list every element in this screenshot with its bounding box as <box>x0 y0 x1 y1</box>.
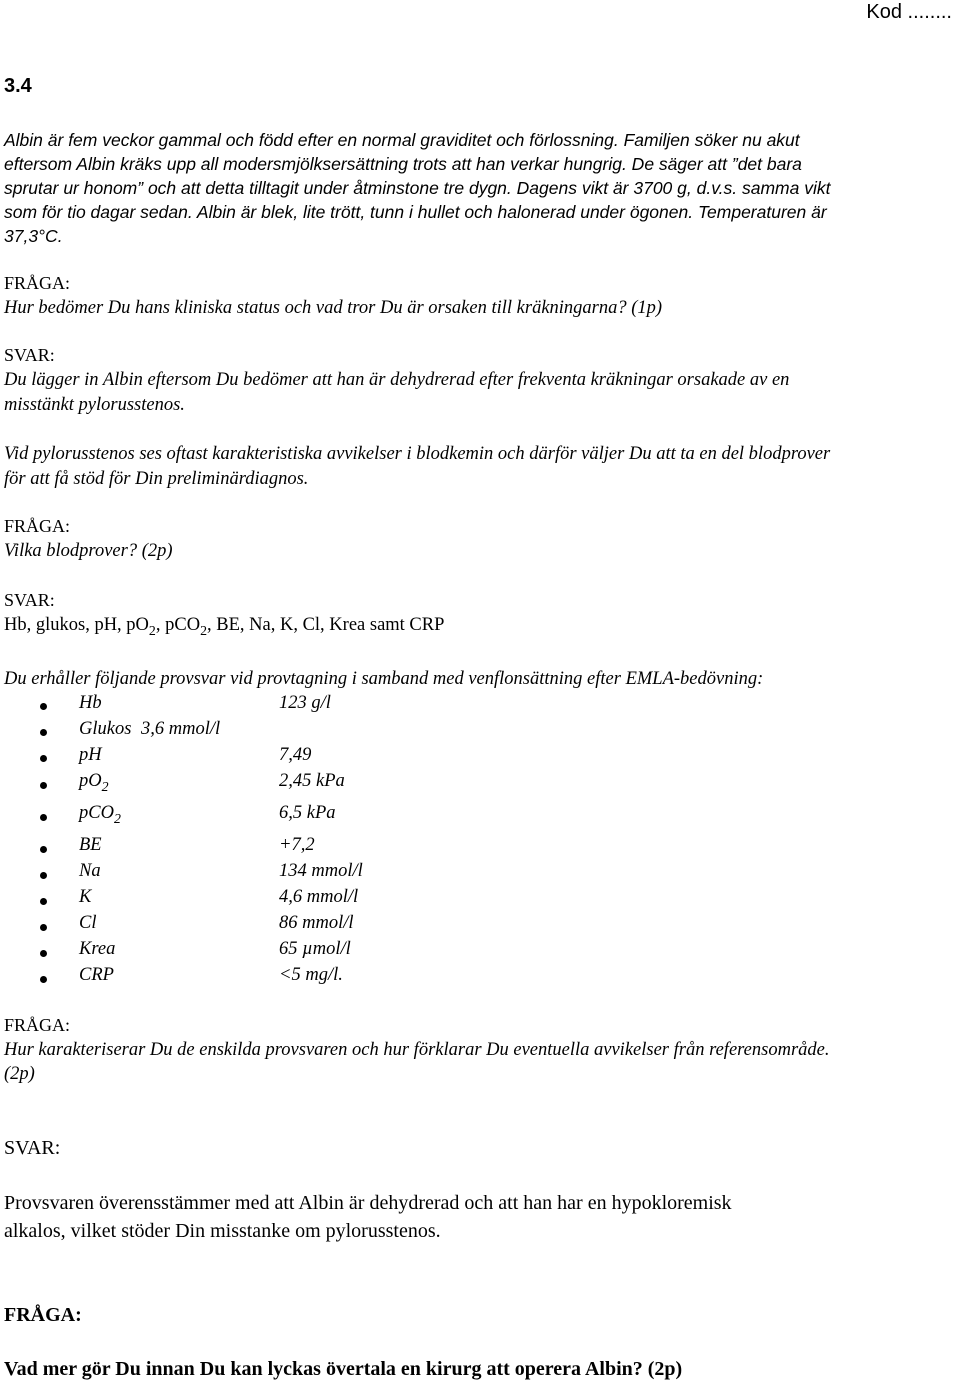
bullet-icon <box>40 924 47 931</box>
answer-1-line-2: misstänkt pylorusstenos. <box>4 395 185 415</box>
bullet-icon <box>40 846 47 853</box>
answer-label-3: SVAR: <box>4 1137 61 1159</box>
question-label-2: FRÅGA: <box>4 516 71 536</box>
result-name: pCO$_2$ <box>79 803 121 827</box>
question-label-3: FRÅGA: <box>4 1015 71 1035</box>
question-label-1: FRÅGA: <box>4 273 71 293</box>
result-name: Cl <box>79 913 97 933</box>
result-name: K <box>79 887 92 907</box>
answer-label-1: SVAR: <box>4 345 55 365</box>
case-line-4: som för tio dagar sedan. Albin är blek, lite trött, tunn i hullet och halonerad under ögonen. Temperaturen är <box>4 202 827 222</box>
para-2-line-2: för att få stöd för Din preliminärdiagnos. <box>4 469 309 489</box>
result-value: 2,45 kPa <box>279 771 345 791</box>
result-name: Na <box>79 861 101 881</box>
code-field: Kod ........ <box>866 1 952 23</box>
result-name: Krea <box>79 939 116 959</box>
result-value: 7,49 <box>279 745 312 765</box>
results-intro: Du erhåller följande provsvar vid provtagning i samband med venflonsättning efter EMLA-bedövning: <box>4 669 764 689</box>
question-3-line-2: (2p) <box>4 1064 35 1084</box>
bullet-icon <box>40 782 47 789</box>
result-value: 65 µmol/l <box>279 939 351 959</box>
question-3-line-1: Hur karakteriserar Du de enskilda provsvaren och hur förklarar Du eventuella avvikelser från referensområde. <box>4 1040 830 1060</box>
result-value: 134 mmol/l <box>279 861 363 881</box>
para-2-line-1: Vid pylorusstenos ses oftast karakteristiska avvikelser i blodkemin och därför väljer Du att ta en del blodprover <box>4 444 831 464</box>
answer-3-line-2: alkalos, vilket stöder Din misstanke om pylorusstenos. <box>4 1220 441 1242</box>
answer-2-text: Hb, glukos, pH, $pO_2$, pCO$_2$, BE, Na, K, Cl, Krea samt CRP <box>4 615 445 639</box>
bullet-icon <box>40 898 47 905</box>
result-name: $pO_2$ <box>79 771 109 795</box>
result-value: 86 mmol/l <box>279 913 354 933</box>
bullet-icon <box>40 872 47 879</box>
result-name: BE <box>79 835 102 855</box>
answer-1-line-1: Du lägger in Albin eftersom Du bedömer att han är dehydrerad efter frekventa kräkningar orsakade av en <box>4 370 790 390</box>
bullet-icon <box>40 814 47 821</box>
result-value: 123 g/l <box>279 693 331 713</box>
answer-3-line-1: Provsvaren överensstämmer med att Albin är dehydrerad och att han har en hypokloremisk <box>4 1192 732 1214</box>
case-line-2: eftersom Albin kräks upp all modersmjölksersättning trots att han verkar hungrig. De säger att ”det bara <box>4 154 802 174</box>
result-value: 3,6 mmol/l <box>141 719 221 739</box>
result-name: Glukos <box>79 719 132 739</box>
result-value: +7,2 <box>279 835 315 855</box>
case-line-1: Albin är fem veckor gammal och född efter en normal graviditet och förlossning. Familjen söker nu akut <box>4 130 800 150</box>
result-name: Hb <box>79 693 102 713</box>
case-line-3: sprutar ur honom” och att detta tilltagit under åtminstone tre dygn. Dagens vikt är 3700 g, d.v.s. samma vikt <box>4 178 831 198</box>
case-line-5: 37,3°C. <box>4 226 63 246</box>
bullet-icon <box>40 729 47 736</box>
answer-label-2: SVAR: <box>4 590 55 610</box>
result-name: CRP <box>79 965 114 985</box>
bullet-icon <box>40 976 47 983</box>
question-4-text: Vad mer gör Du innan Du kan lyckas övertala en kirurg att operera Albin? (2p) <box>4 1358 683 1380</box>
question-2-text: Vilka blodprover? (2p) <box>4 541 173 561</box>
result-name: pH <box>79 745 102 765</box>
result-value: 4,6 mmol/l <box>279 887 359 907</box>
question-label-4: FRÅGA: <box>4 1304 82 1326</box>
bullet-icon <box>40 950 47 957</box>
bullet-icon <box>40 703 47 710</box>
bullet-icon <box>40 755 47 762</box>
result-value: <5 mg/l. <box>279 965 343 985</box>
result-value: 6,5 kPa <box>279 803 336 823</box>
question-1-text: Hur bedömer Du hans kliniska status och vad tror Du är orsaken till kräkningarna? (1p) <box>4 298 663 318</box>
section-number: 3.4 <box>4 75 32 97</box>
